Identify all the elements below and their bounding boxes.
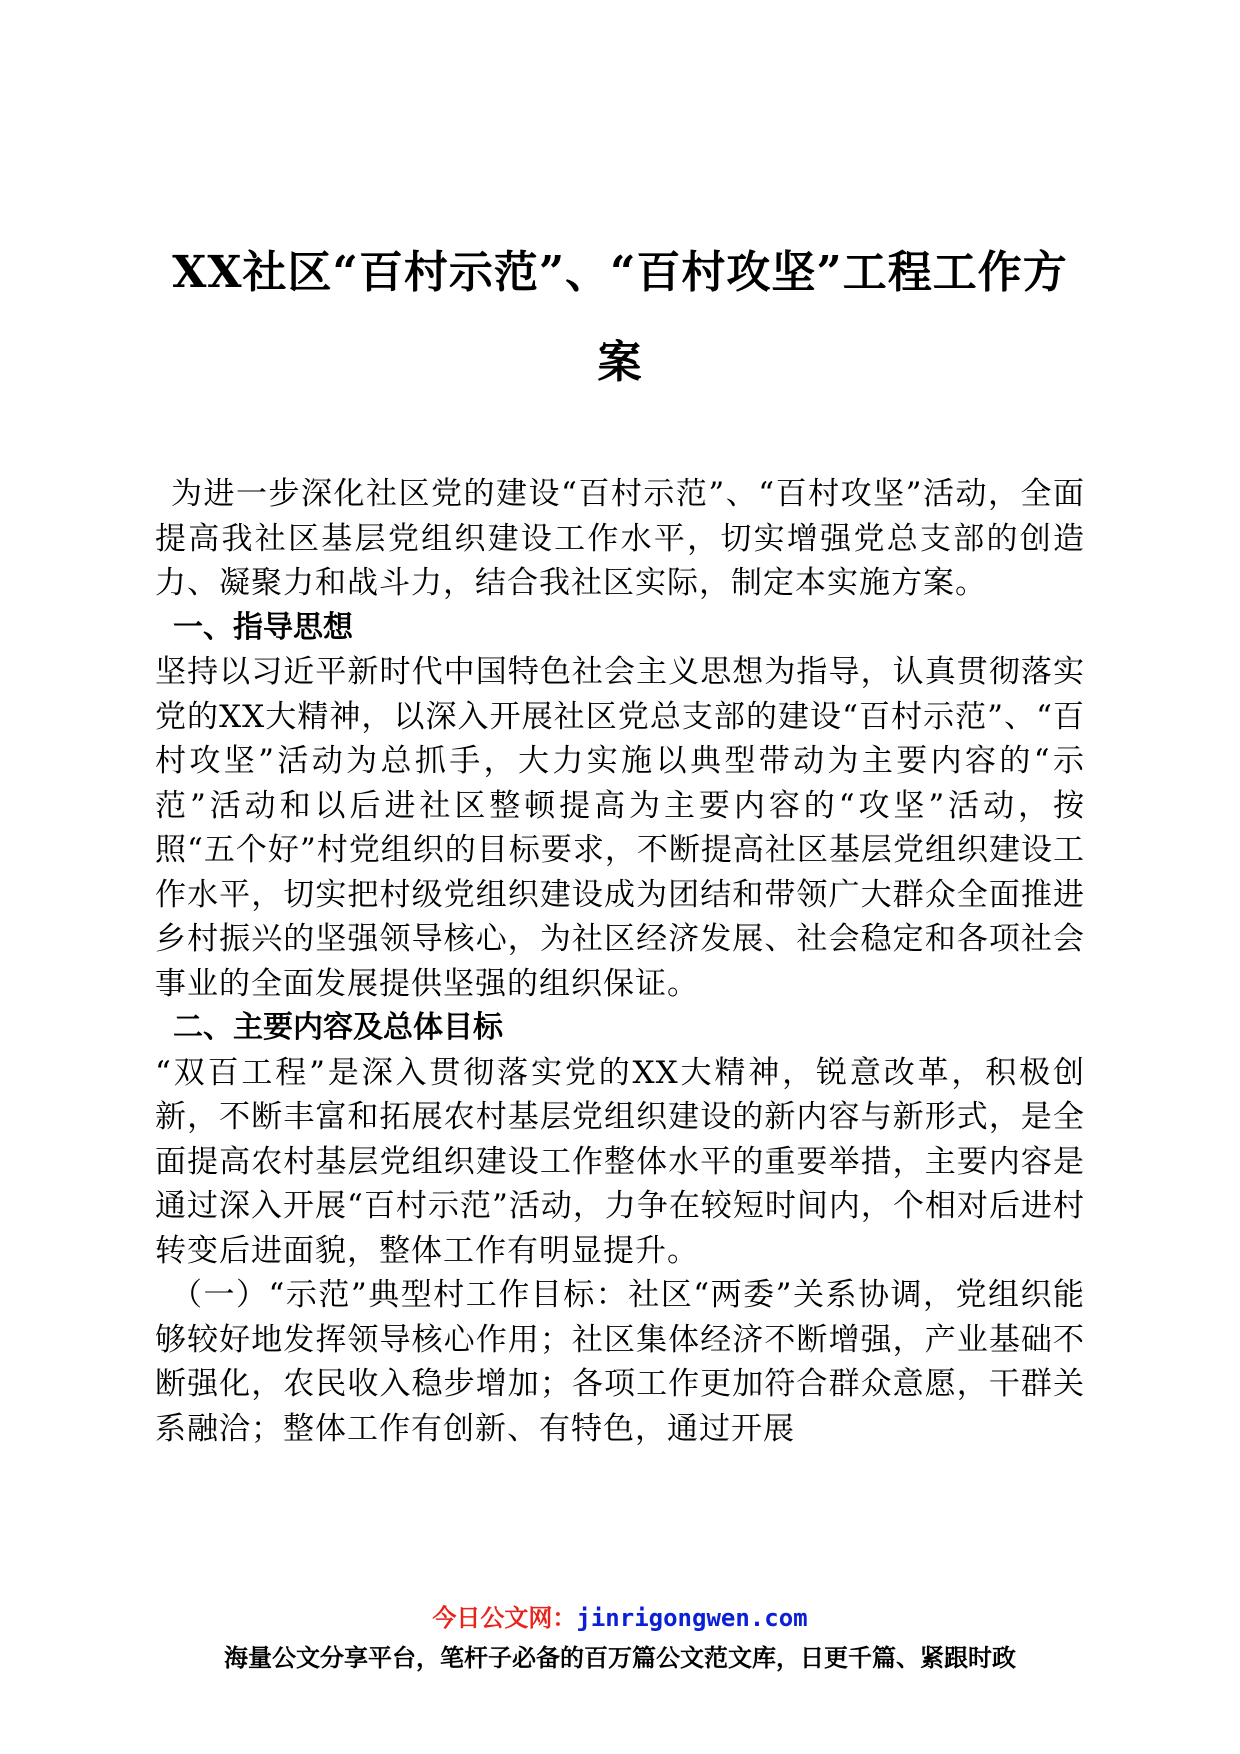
footer-site-line [0,1600,1240,1636]
section-heading: 二、主要内容及总体目标 [173,1010,503,1045]
footer-slogan: 海量公文分享平台，笔杆子必备的百万篇公文范文库，日更千篇、紧跟时政 [224,1644,1016,1672]
section-heading: 一、指导思想 [173,609,353,645]
document-title: XX社区“百村示范”、“百村攻坚”工程工作方案 [172,247,1068,388]
section-paragraph: “双百工程”是深入贯彻落实党的XX大精神，锐意改革，积极创新，不断丰富和拓展农村基层党组织建设的新内容与新形式，是全面提高农村基层党组织建设工作整体水平的重要举措，主要内容是通过深入开展“百村示范”活动，力争在较短时间内，个相对后进村转变后进面貌，整体工作有明显提升。 [155,1054,1085,1269]
intro-paragraph: 为进一步深化社区党的建设“百村示范”、“百村攻坚”活动，全面提高我社区基层党组织建设工作水平，切实增强党总支部的创造力、凝聚力和战斗力，结合我社区实际，制定本实施方案。 [155,476,1085,601]
section-paragraph: 坚持以习近平新时代中国特色社会主义思想为指导，认真贯彻落实党的XX大精神，以深入开展社区党总支部的建设“百村示范”、“百村攻坚”活动为总抓手，大力实施以典型带动为主要内容的“示范”活动和以后进社区整顿提高为主要内容的“攻坚”活动，按照“五个好”村党组织的目标要求，不断提高社区基层党组织建设工作水平，切实把村级党组织建设成为团结和带领广大群众全面推进乡村振兴的坚强领导核心，为社区经济发展、社会稳定和各项社会事业的全面发展提供坚强的组织保证。 [155,654,1085,1002]
footer-site-name: 今日公文网： [432,1604,577,1632]
page-footer [0,1600,1240,1680]
document-body [155,472,1085,1451]
section-paragraph: （一）“示范”典型村工作目标：社区“两委”关系协调，党组织能够较好地发挥领导核心作用；社区集体经济不断增强，产业基础不断强化，农民收入稳步增加；各项工作更加符合群众意愿，干群关系融洽；整体工作有创新、有特色，通过开展 [155,1277,1085,1447]
footer-site-url[interactable]: jinrigongwen.com [576,1604,808,1632]
section-guiding-ideology [155,606,1085,1007]
section-main-content-goals [155,1006,1085,1451]
